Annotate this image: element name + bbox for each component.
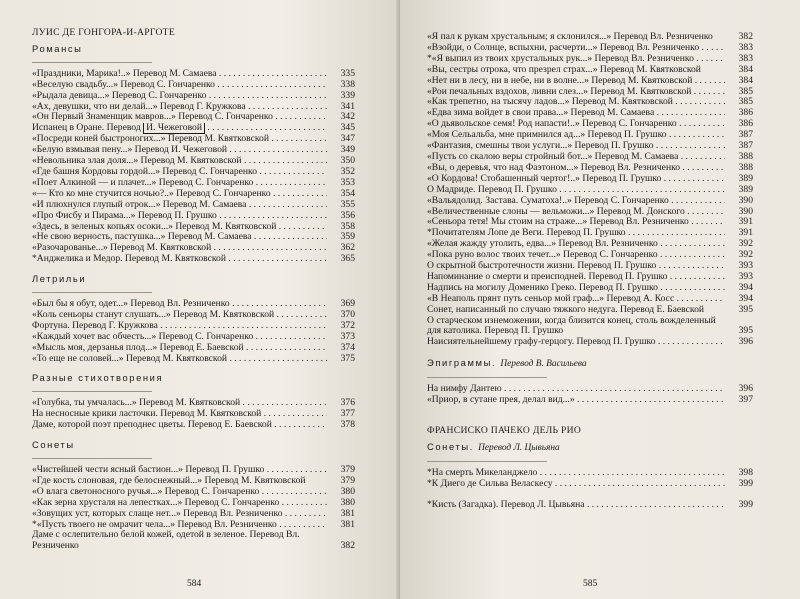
toc-page-number: 335 xyxy=(340,67,355,79)
toc-entry-title: Напоминание о смерти и преисподней. Перевод П. Грушко . . . xyxy=(427,272,725,283)
toc-page-number: 394 xyxy=(738,292,753,304)
toc-page-number: 352 xyxy=(340,165,355,177)
toc-entry xyxy=(32,243,355,254)
toc-page-number: 396 xyxy=(738,336,753,348)
toc-page-number: 393 xyxy=(738,270,753,282)
toc-entry xyxy=(32,112,355,123)
toc-page-number: 350 xyxy=(340,155,355,167)
section-rule xyxy=(32,391,152,392)
toc-entry xyxy=(32,167,355,178)
toc-entry-title: Фортуна. Перевод Г. Кружкова . . . xyxy=(32,321,327,332)
toc-entry xyxy=(427,294,753,305)
right-page xyxy=(400,0,800,599)
toc-page-number: 398 xyxy=(738,466,753,478)
toc-entry xyxy=(427,32,753,43)
toc-page-number: 396 xyxy=(738,383,753,395)
toc-page-number: 380 xyxy=(340,496,355,508)
left-contents-column xyxy=(32,8,355,552)
toc-page-number: 384 xyxy=(738,74,753,86)
toc-entry xyxy=(427,239,753,250)
toc-entry-title: «То еще не соловей...» Перевод М. Квятковской . . . xyxy=(32,354,327,365)
toc-page-number: 381 xyxy=(340,518,355,530)
toc-entry xyxy=(32,178,355,189)
toc-page-number: 395 xyxy=(738,303,753,315)
toc-page-number: 341 xyxy=(340,100,355,112)
highlighted-translator: И. Чежеговой xyxy=(143,123,205,134)
toc-entry xyxy=(32,321,355,332)
section-title: Романсы xyxy=(32,42,83,54)
toc-entry-title: «Приор, в сутане прея, делал вид...» . . . xyxy=(427,395,725,406)
toc-entry-title: *Кисть (Загадка). Перевод Л. Цывьяна . . . xyxy=(427,500,725,511)
toc-entry-title: «Поет Алкиной — и плачет...» Перевод С. Гончаренко . . . xyxy=(32,178,327,189)
toc-entry-title: «Моя Сельальба, мне примнился ад...» Перевод П. Грушко . . . xyxy=(427,130,725,141)
toc-page-number: 362 xyxy=(340,242,355,254)
toc-entry-title: Даме, которой поэт преподнес цветы. Перевод Е. Баевской . . . xyxy=(32,420,327,431)
toc-entry xyxy=(32,520,355,531)
toc-entry-title: «Вы, о деревья, что над Фаэтоном...» Перевод Вл. Резниченко . . . xyxy=(427,163,725,174)
section-title: Разные стихотворения xyxy=(32,372,164,384)
page-number-right: 585 xyxy=(583,579,598,589)
toc-entry-title: «Где башня Кордовы гордой...» Перевод С. Гончаренко . . . xyxy=(32,167,327,178)
toc-entry-title: «Пусть со скалою веры стройный бот...» Перевод М. Самаева . . . xyxy=(427,152,725,163)
toc-entry-title: «Каждый хочет вас обчесть...» Перевод С. Гончаренко . . . xyxy=(32,332,327,343)
toc-entry xyxy=(427,395,753,406)
toc-entry-title: «В Неаполь прянт путь сеньор мой граф...» Перевод А. Косс . . . xyxy=(427,294,725,305)
toc-entry-title: «Посреди коней быстроногих...» Перевод М. Квятковской . . . xyxy=(32,134,327,145)
toc-entry xyxy=(32,156,355,167)
right-contents-column xyxy=(427,32,753,511)
page-number-left: 584 xyxy=(187,579,202,589)
toc-entry-title: «Веселую свадьбу...» Перевод С. Гончаренко . . . xyxy=(32,80,327,91)
toc-page-number: 353 xyxy=(340,176,355,188)
toc-page-number: 356 xyxy=(340,209,355,221)
section-rule xyxy=(32,458,152,459)
toc-page-number: 347 xyxy=(340,133,355,145)
toc-entry xyxy=(32,476,355,487)
toc-entry xyxy=(427,76,753,87)
toc-entry xyxy=(32,69,355,80)
toc-page-number: 372 xyxy=(340,319,355,331)
toc-entry-title: На нимфу Дантею . . . xyxy=(427,384,725,395)
toc-entry-title: «Был бы я обут, одет...» Перевод Вл. Резниченко . . . xyxy=(32,299,327,310)
toc-page-number: 373 xyxy=(340,330,355,342)
toc-entry xyxy=(427,185,753,196)
toc-page-number: 395 xyxy=(738,325,753,337)
toc-entry-title: «Не свою верность, пастушка...» Перевод М. Самаева . . . xyxy=(32,232,327,243)
toc-entry-title: На несносные крики ласточки. Перевод М. Квятковской . . . xyxy=(32,409,327,420)
toc-entry xyxy=(427,54,753,65)
toc-entry xyxy=(427,196,753,207)
toc-page-number: 338 xyxy=(340,78,355,90)
toc-entry xyxy=(427,384,753,395)
pacheco-sonnets-title: Сонеты. Перевод Л. Цывьяна xyxy=(427,440,560,453)
toc-page-number: 349 xyxy=(340,144,355,156)
toc-page-number: 354 xyxy=(340,187,355,199)
toc-entry-title: Надпись на могилу Доменико Греко. Перевод П. Грушко . . . xyxy=(427,283,725,294)
toc-page-number: 392 xyxy=(738,238,753,250)
toc-entry xyxy=(32,102,355,113)
toc-entry xyxy=(427,97,753,108)
toc-entry-title: «Вы, сестры отрока, что презрел страх...» Перевод М. Квятковской xyxy=(427,64,701,75)
toc-page-number: 397 xyxy=(738,394,753,406)
toc-entry xyxy=(427,468,753,479)
toc-entry xyxy=(427,87,753,98)
toc-entry-title: «Вальядолид. Застава. Суматоха!..» Перевод С. Гончаренко . . . xyxy=(427,196,725,207)
toc-entry-title: «Где кость слоновая, где белоснежный...» Перевод М. Квятковской xyxy=(32,475,306,486)
toc-page-number: 377 xyxy=(340,408,355,420)
toc-page-number: 378 xyxy=(340,419,355,431)
toc-page-number: 359 xyxy=(340,231,355,243)
toc-entry-title: *«Я выпил из твоих хрустальных рук...» Перевод Вл. Резниченко . . . xyxy=(427,54,725,65)
toc-entry xyxy=(32,91,355,102)
toc-entry xyxy=(32,409,355,420)
toc-entry-title: «Зовущих уст, которых слаще нет...» Перевод Вл. Резниченко . . . xyxy=(32,509,327,520)
toc-page-number: 381 xyxy=(340,507,355,519)
toc-entry xyxy=(32,530,355,552)
toc-page-number: 389 xyxy=(738,183,753,195)
toc-page-number: 399 xyxy=(738,477,753,489)
toc-entry xyxy=(32,80,355,91)
author-header: ЛУИС ДЕ ГОНГОРА-И-АРГОТЕ xyxy=(32,27,176,38)
toc-page-number: 375 xyxy=(340,352,355,364)
toc-entry xyxy=(32,310,355,321)
toc-page-number: 374 xyxy=(340,341,355,353)
toc-page-number: 382 xyxy=(340,540,355,552)
toc-entry xyxy=(32,465,355,476)
toc-page-number: 386 xyxy=(738,118,753,130)
toc-entry-title: *«Пусть твоего не омрачит чела...» Перевод Вл. Резниченко . . . xyxy=(32,520,327,531)
toc-entry xyxy=(32,200,355,211)
toc-page-number: 383 xyxy=(738,52,753,64)
toc-entry-title: «О Кордова! Стобашенный чертог!..» Перевод П. Грушко . . . xyxy=(427,174,725,185)
toc-entry-title: *На смерть Микеланджело . . . xyxy=(427,468,725,479)
section-title: Сонеты xyxy=(32,439,75,451)
toc-entry-title: «Нет ни в лесу, ни в небе, ни в волне...» Перевод М. Квятковской . . . xyxy=(427,76,725,87)
toc-page-number: 355 xyxy=(340,198,355,210)
toc-entry xyxy=(427,305,753,316)
pacheco-header: ФРАНСИСКО ПАЧЕКО ДЕЛЬ РИО xyxy=(427,425,582,436)
toc-page-number: 379 xyxy=(340,474,355,486)
toc-entry-title: *Анджелика и Медор. Перевод М. Квятковской . . . xyxy=(32,254,327,265)
toc-entry xyxy=(427,479,753,490)
toc-entry xyxy=(427,119,753,130)
toc-entry xyxy=(427,337,753,348)
toc-page-number: 379 xyxy=(340,464,355,475)
toc-entry xyxy=(427,250,753,261)
toc-entry-title: «Я пал к рукам хрустальным; я склонился...» Перевод Вл. Резниченко xyxy=(427,32,713,42)
toc-entry xyxy=(427,217,753,228)
toc-entry xyxy=(32,343,355,354)
toc-entry-title: «Величественные слоны — вельможи...» Перевод М. Донского . . . xyxy=(427,207,725,218)
toc-entry xyxy=(427,207,753,218)
section-rule xyxy=(427,377,547,378)
toc-entry xyxy=(32,420,355,431)
section-title: Летрильи xyxy=(32,273,87,285)
toc-entry xyxy=(32,354,355,365)
toc-entry-title: «Праздники, Марика!..» Перевод М. Самаева . . . xyxy=(32,69,327,80)
toc-entry-title xyxy=(32,123,327,134)
section-rule xyxy=(427,461,547,462)
toc-entry xyxy=(32,189,355,200)
toc-entry xyxy=(32,145,355,156)
toc-page-number: 383 xyxy=(738,41,753,53)
toc-page-number: 358 xyxy=(340,220,355,232)
toc-page-number: 390 xyxy=(738,205,753,217)
toc-entry-title: «Сеньора тетя! Мы стоим на страже...» Перевод Вл. Резниченко . . . xyxy=(427,217,725,228)
toc-entry xyxy=(427,65,753,76)
toc-entry-title: «— Кто ко мне стучится ночью?..» Перевод С. Гончаренко . . . xyxy=(32,189,327,200)
toc-entry-title: «Разочарованье...» Перевод М. Квятковской . . . xyxy=(32,243,327,254)
toc-page-number: 390 xyxy=(738,194,753,206)
toc-page-number: 385 xyxy=(738,96,753,108)
toc-entry xyxy=(427,163,753,174)
toc-entry xyxy=(32,232,355,243)
toc-entry xyxy=(32,123,355,134)
toc-entry-title: «Он Первый Знаменщик мавров...» Перевод С. Гончаренко . . . xyxy=(32,112,327,123)
toc-entry-title: О Мадриде. Перевод П. Грушко . . . xyxy=(427,185,725,196)
toc-entry-title: «Про Фисбу и Пирама...» Перевод П. Грушко . . . xyxy=(32,211,327,222)
toc-entry xyxy=(427,130,753,141)
toc-entry xyxy=(427,152,753,163)
toc-entry-title: «Голубка, ты умчалась...» Перевод М. Квятковской . . . xyxy=(32,398,327,409)
toc-entry xyxy=(32,254,355,265)
toc-entry-title: О скрытной быстротечности жизни. Перевод П. Грушко . . . xyxy=(427,261,725,272)
toc-page-number: 370 xyxy=(340,308,355,320)
section-rule xyxy=(32,292,152,293)
toc-page-number: 382 xyxy=(738,31,753,42)
toc-entry-title: «Фантазия, смешны твои услуги...» Перевод П. Грушко . . . xyxy=(427,141,725,152)
toc-entry-title: Даме с ослепительно белой кожей, одетой в зеленое. Перевод Вл. Резниченко xyxy=(32,530,300,552)
toc-entry xyxy=(32,211,355,222)
toc-entry xyxy=(32,332,355,343)
toc-entry xyxy=(32,487,355,498)
toc-page-number: 342 xyxy=(340,111,355,123)
toc-page-number: 339 xyxy=(340,89,355,101)
toc-entry-title: «Как зерна хрусталя на лепестках...» Перевод С. Гончаренко . . . xyxy=(32,498,327,509)
toc-page-number: 393 xyxy=(738,260,753,272)
toc-entry-title: О старческом изнеможении, когда близится конец, столь вожделенный для католика. Перевод П. Грушко xyxy=(427,315,716,337)
toc-entry-title: Наисиятельнейшему графу-герцогу. Перевод П. Грушко . . . xyxy=(427,337,725,348)
toc-entry xyxy=(32,222,355,233)
toc-entry-title: «Чистейшей чести ясный бастион...» Перевод П. Грушко . . . xyxy=(32,465,327,476)
toc-entry-title: Сонет, написанный по случаю тяжкого недуга. Перевод Е. Баевской xyxy=(427,304,705,315)
toc-entry xyxy=(427,272,753,283)
toc-entry xyxy=(427,261,753,272)
toc-page-number: 386 xyxy=(738,107,753,119)
toc-page-number: 388 xyxy=(738,150,753,162)
toc-page-number: 387 xyxy=(738,129,753,141)
toc-entry-text: Испанец в Оране. Перевод xyxy=(32,123,141,134)
toc-entry xyxy=(32,299,355,310)
toc-page-number: 384 xyxy=(738,63,753,75)
toc-entry xyxy=(427,316,753,338)
toc-page-number: 369 xyxy=(340,298,355,310)
toc-page-number: 385 xyxy=(738,85,753,97)
toc-entry-title: «Невольника злая доля...» Перевод М. Квятковской . . . xyxy=(32,156,327,167)
toc-entry xyxy=(427,500,753,511)
toc-page-number: 391 xyxy=(738,227,753,239)
toc-entry-title: «Ах, девушки, что ни делай...» Перевод Г. Кружкова . . . xyxy=(32,102,327,113)
toc-page-number: 376 xyxy=(340,397,355,409)
toc-entry xyxy=(427,141,753,152)
toc-entry xyxy=(32,134,355,145)
toc-page-number: 394 xyxy=(738,281,753,293)
toc-entry xyxy=(32,509,355,520)
toc-entry-title: «Пока руно волос твоих течет...» Перевод С. Гончаренко . . . xyxy=(427,250,725,261)
toc-entry xyxy=(32,498,355,509)
toc-entry-title: «Здесь, в зеленых копьях осоки...» Перевод М. Квятковской . . . xyxy=(32,222,327,233)
toc-entry-title: «И плюхнулся глупый отрок...» Перевод М. Самаева . . . xyxy=(32,200,327,211)
toc-entry-title: «О дьявольское семя! Род напасти!..» Перевод С. Гончаренко . . . xyxy=(427,119,725,130)
toc-page-number: 365 xyxy=(340,253,355,265)
toc-entry-title: «Едва зима войдет в свои права...» Перевод М. Самаева . . . xyxy=(427,108,725,119)
toc-page-number: 392 xyxy=(738,249,753,261)
toc-page-number: 388 xyxy=(738,161,753,173)
toc-entry-title: «Рыдала девица...» Перевод С. Гончаренко . . . xyxy=(32,91,327,102)
toc-page-number: 399 xyxy=(738,498,753,510)
toc-page-number: 391 xyxy=(738,216,753,228)
toc-page-number: 380 xyxy=(340,485,355,497)
toc-entry-title: «Мысль моя, дерзанья плод...» Перевод Е. Баевской . . . xyxy=(32,343,327,354)
toc-entry-title: «Рои печальных вздохов, ливни слез...» Перевод М. Квятковской . . . xyxy=(427,87,725,98)
toc-entry-title: *Почитателям Лопе де Веги. Перевод П. Грушко . . . xyxy=(427,228,725,239)
toc-page-number: 345 xyxy=(340,122,355,134)
toc-entry xyxy=(427,283,753,294)
toc-entry xyxy=(427,174,753,185)
toc-entry-title: «Как трепетно, на тысячу ладов...» Перевод М. Квятковской . . . xyxy=(427,97,725,108)
epigrams-section-title: Эпиграммы. Перевод В. Васильева xyxy=(427,357,587,370)
toc-entry-title: *К Диего де Сильва Веласкесу . . . xyxy=(427,479,725,490)
toc-entry xyxy=(427,108,753,119)
toc-entry-title: «О влага светоносного ручья...» Перевод С. Гончаренко . . . xyxy=(32,487,327,498)
section-rule xyxy=(32,62,152,63)
toc-entry-title: «Взойди, о Солнце, вспыхни, расчерти...» Перевод Вл. Резниченко . . . xyxy=(427,43,725,54)
toc-page-number: 389 xyxy=(738,172,753,184)
toc-entry-title: «Желая жажду утолить, едва...» Перевод Вл. Резниченко . . . xyxy=(427,239,725,250)
toc-entry-title: «Коль сеньоры станут слушать...» Перевод М. Квятковской . . . xyxy=(32,310,327,321)
toc-entry xyxy=(32,398,355,409)
toc-page-number: 387 xyxy=(738,140,753,152)
toc-entry xyxy=(427,228,753,239)
toc-entry xyxy=(427,43,753,54)
toc-entry-title: «Белую взмывая пену...» Перевод И. Чежеговой . . . xyxy=(32,145,327,156)
